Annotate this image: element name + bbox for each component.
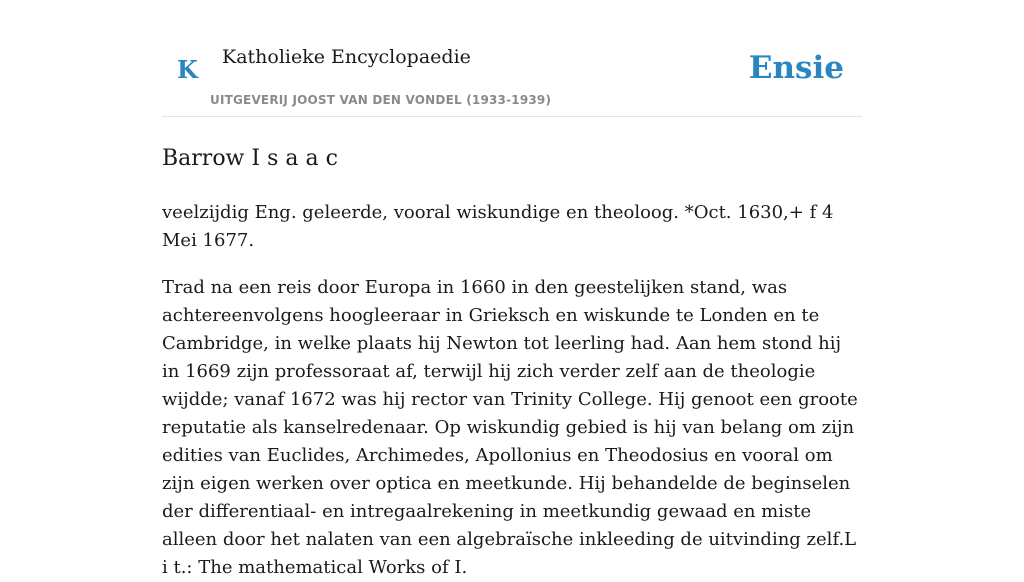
site-header: [162, 0, 862, 117]
site-logo[interactable]: K: [177, 55, 198, 84]
entry-body: Trad na een reis door Europa in 1660 in den geestelijken stand, was achtereenvolgens hoogleeraar in Grieksch en wiskunde te Londen en te Cambridge, in welke plaats hij Newton tot leerling had. Aan hem stond hij in 1669 zijn professoraat af, terwijl hij zich verder zelf aan de theologie wijdde; vanaf 1672 was hij rector van Trinity College. Hij genoot een groote reputatie als kanselredenaar. Op wiskundig gebied is hij van belang om zijn edities van Euclides, Archimedes, Apollonius en Theodosius en vooral om zijn eigen werken over optica en meetkunde. Hij behandelde de beginselen der differentiaal- en intregaalrekening in meetkundig gewaad en miste alleen door het nalaten van een algebraïsche inkleeding de uitvinding zelf.L i t.: The mathematical Works of I.: [162, 277, 858, 578]
brand-logo[interactable]: Ensie: [748, 50, 844, 86]
entry-lead: veelzijdig Eng. geleerde, vooral wiskundige en theoloog. *Oct. 1630,+ f 4 Mei 1677.: [162, 202, 834, 251]
publication-subtitle: UITGEVERIJ JOOST VAN DEN VONDEL (1933-1939): [210, 93, 552, 107]
article-page: [162, 0, 862, 582]
publication-title[interactable]: Katholieke Encyclopaedie: [222, 46, 471, 68]
entry-title: Barrow I s a a c: [162, 146, 338, 171]
